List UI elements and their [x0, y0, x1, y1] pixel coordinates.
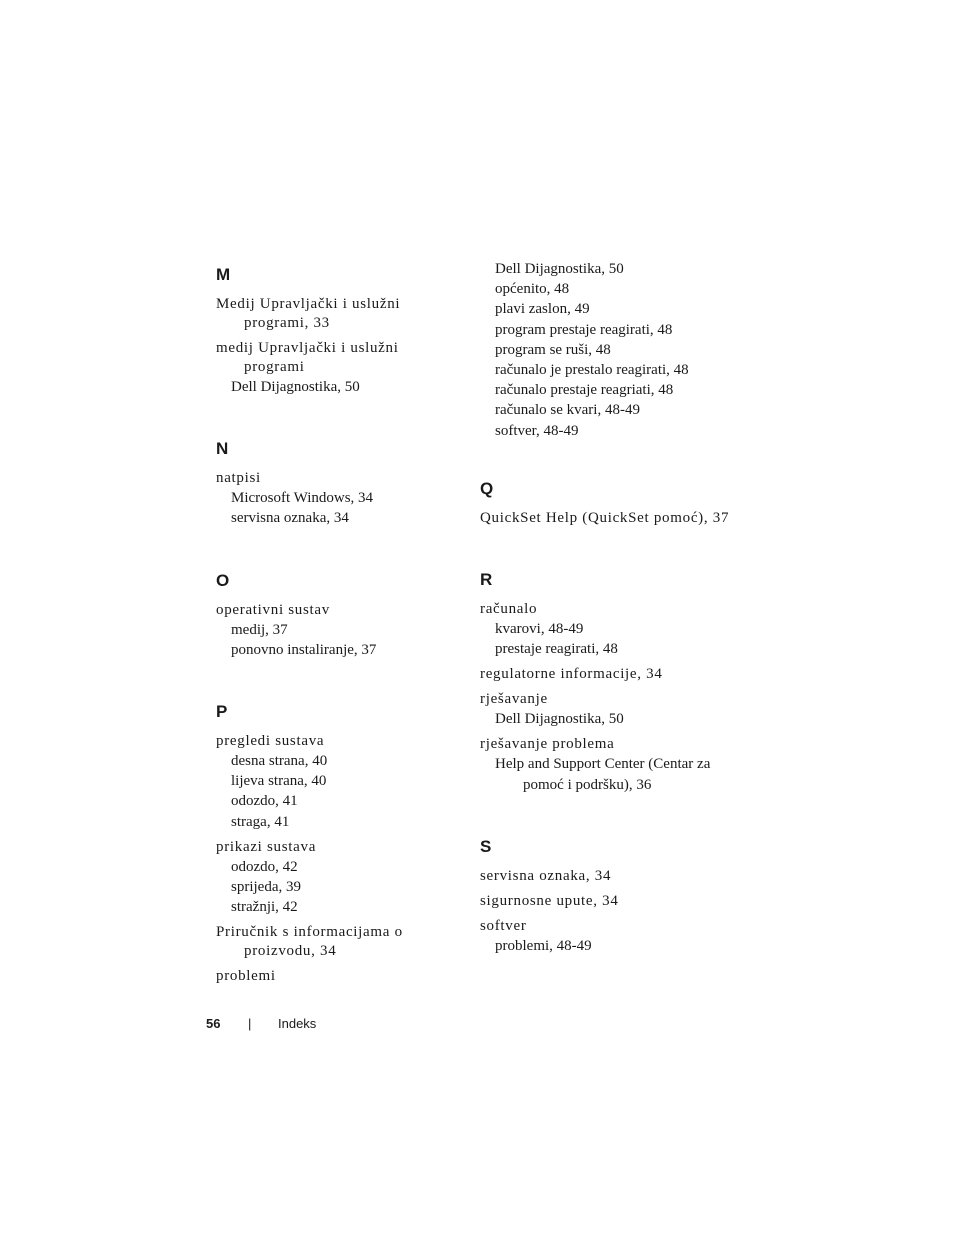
index-entry: [216, 339, 456, 397]
index-section-q: [480, 475, 730, 528]
entry-main: računalo: [480, 600, 538, 617]
entry-sub: odozdo, 41: [231, 793, 298, 810]
index-entry: [480, 735, 730, 794]
index-entry: [480, 690, 730, 729]
index-entry: [216, 923, 456, 961]
entry-sub: desna strana, 40: [231, 753, 328, 770]
entry-main: medij Upravljački i uslužni programi: [216, 340, 399, 375]
entry-sub: stražnji, 42: [231, 899, 298, 916]
entry-main: Priručnik s informacijama o proizvodu, 34: [216, 924, 403, 960]
index-entry: [216, 732, 456, 832]
entry-sub: straga, 41: [231, 813, 290, 830]
index-entry: [216, 838, 456, 918]
entry-sub: Dell Dijagnostika, 50: [495, 711, 624, 728]
section-letter: N: [216, 439, 229, 459]
index-entry: [216, 601, 456, 660]
index-entry: [480, 917, 730, 956]
footer-separator: |: [248, 1016, 252, 1031]
entry-sub: računalo prestaje reagriati, 48: [495, 382, 674, 399]
section-letter: Q: [480, 478, 494, 498]
entry-main: operativni sustav: [216, 601, 330, 618]
entry-main: Medij Upravljački i uslužni programi, 33: [216, 296, 401, 331]
index-section-p-continued: [480, 259, 730, 441]
index-section-o: [216, 567, 456, 660]
entry-sub: prestaje reagirati, 48: [495, 641, 618, 658]
index-entry: [480, 867, 730, 886]
entry-main: rješavanje: [480, 691, 548, 708]
section-letter: S: [480, 836, 492, 856]
section-letter: M: [216, 265, 231, 284]
entry-main: pregledi sustava: [216, 733, 325, 750]
entry-sub: medij, 37: [231, 621, 288, 638]
entry-main: prikazi sustava: [216, 838, 317, 855]
footer-section-title: Indeks: [278, 1016, 317, 1031]
entry-sub: sprijeda, 39: [231, 879, 301, 896]
index-entry: [480, 600, 730, 659]
entry-sub: računalo je prestalo reagirati, 48: [495, 362, 689, 379]
entry-sub: servisna oznaka, 34: [231, 510, 349, 527]
entry-main: softver: [480, 917, 527, 934]
index-section-p: [216, 698, 456, 986]
entry-main: natpisi: [216, 470, 261, 487]
index-entry: [480, 665, 730, 684]
entry-sub: Help and Support Center (Centar za pomoć i podršku), 36: [495, 756, 711, 793]
entry-sub: kvarovi, 48-49: [495, 620, 584, 637]
entry-main: servisna oznaka, 34: [480, 867, 612, 884]
entry-main: problemi: [216, 968, 276, 985]
section-letter: R: [480, 569, 493, 589]
index-section-s: [480, 833, 730, 956]
page-number: 56: [206, 1016, 221, 1031]
entry-sub: računalo se kvari, 48-49: [495, 402, 640, 419]
entry-sub: odozdo, 42: [231, 858, 298, 875]
entry-sub: Microsoft Windows, 34: [231, 490, 374, 507]
entry-sub: Dell Dijagnostika, 50: [495, 261, 624, 277]
entry-sub: problemi, 48-49: [495, 937, 592, 954]
section-letter: P: [216, 702, 228, 722]
entry-sub: program prestaje reagirati, 48: [495, 321, 673, 338]
entry-sub: općenito, 48: [495, 281, 570, 298]
entry-main: QuickSet Help (QuickSet pomoć), 37: [480, 509, 730, 526]
index-section-m: [216, 261, 456, 397]
index-entry: [480, 509, 730, 528]
entry-sub: program se ruši, 48: [495, 341, 611, 358]
entry-sub: plavi zaslon, 49: [495, 301, 590, 318]
entry-sub: Dell Dijagnostika, 50: [231, 379, 360, 395]
entry-sub: lijeva strana, 40: [231, 773, 327, 790]
index-section-r: [480, 566, 730, 795]
index-column-left: [216, 256, 456, 986]
entry-main: regulatorne informacije, 34: [480, 666, 663, 683]
entry-sub: softver, 48-49: [495, 422, 579, 439]
entry-sub: ponovno instaliranje, 37: [231, 641, 377, 658]
index-column-right: [480, 256, 730, 956]
index-entry: [216, 295, 456, 333]
index-section-n: [216, 435, 456, 528]
entry-main: sigurnosne upute, 34: [480, 892, 619, 909]
index-entry: [216, 967, 456, 986]
index-entry: [480, 892, 730, 911]
section-letter: O: [216, 570, 230, 590]
entry-main: rješavanje problema: [480, 736, 615, 753]
index-entry: [216, 469, 456, 528]
